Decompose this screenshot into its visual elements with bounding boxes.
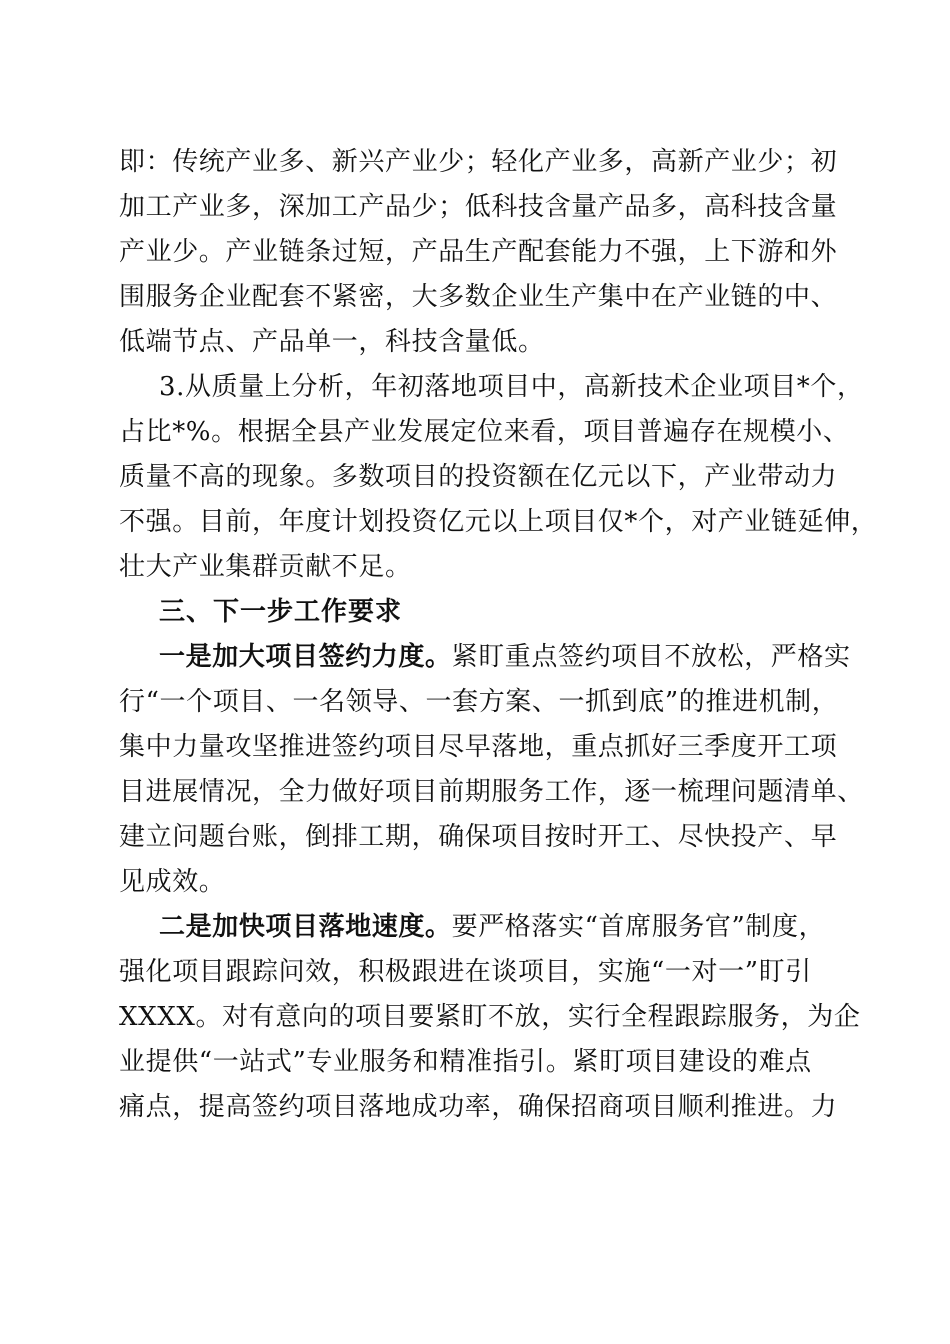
paragraph-line: 不强。目前，年度计划投资亿元以上项目仅*个，对产业链延伸， (119, 507, 878, 537)
paragraph-line: 占比*%。根据全县产业发展定位来看，项目普遍存在规模小、 (119, 417, 850, 447)
paragraph-first-line (159, 637, 851, 677)
paragraph-line: 加工产业多，深加工产品少；低科技含量产品多，高科技含量 (119, 192, 838, 222)
paragraph-line: 见成效。 (119, 867, 226, 897)
paragraph-line: 低端节点、产品单一，科技含量低。 (119, 327, 545, 357)
paragraph-line: 质量不高的现象。多数项目的投资额在亿元以下，产业带动力 (119, 462, 838, 492)
paragraph-line: 痛点，提高签约项目落地成功率，确保招商项目顺利推进。力 (119, 1092, 838, 1122)
paragraph-line: 集中力量攻坚推进签约项目尽早落地，重点抓好三季度开工项 (119, 732, 838, 762)
paragraph-line: 行“一个项目、一名领导、一套方案、一抓到底”的推进机制， (119, 687, 839, 717)
paragraph-line: 强化项目跟踪问效，积极跟进在谈项目，实施“一对一”盯引 (119, 957, 812, 987)
paragraph-line: 产业少。产业链条过短，产品生产配套能力不强，上下游和外 (119, 237, 838, 267)
paragraph-text: 要严格落实“首席服务官”制度， (451, 912, 826, 942)
paragraph-line: 3.从质量上分析，年初落地项目中，高新技术企业项目*个， (159, 372, 864, 402)
section-heading: 三、下一步工作要求 (159, 597, 403, 627)
paragraph-line: 壮大产业集群贡献不足。 (119, 552, 412, 582)
paragraph-line: 即：传统产业多、新兴产业少；轻化产业多，高新产业少；初 (119, 147, 838, 177)
paragraph-line: 业提供“一站式”专业服务和精准指引。紧盯项目建设的难点 (119, 1047, 812, 1077)
paragraph-lead: 一是加大项目签约力度。 (159, 642, 452, 672)
paragraph-line: 目进展情况，全力做好项目前期服务工作，逐一梳理问题清单、 (119, 777, 864, 807)
paragraph-lead: 二是加快项目落地速度。 (159, 912, 452, 942)
paragraph-text: 紧盯重点签约项目不放松，严格实 (451, 642, 851, 672)
paragraph-line: XXXX。对有意向的项目要紧盯不放，实行全程跟踪服务，为企 (119, 1002, 861, 1032)
paragraph-line: 建立问题台账，倒排工期，确保项目按时开工、尽快投产、早 (119, 822, 838, 852)
paragraph-first-line (159, 907, 825, 947)
paragraph-line: 围服务企业配套不紧密，大多数企业生产集中在产业链的中、 (119, 282, 838, 312)
